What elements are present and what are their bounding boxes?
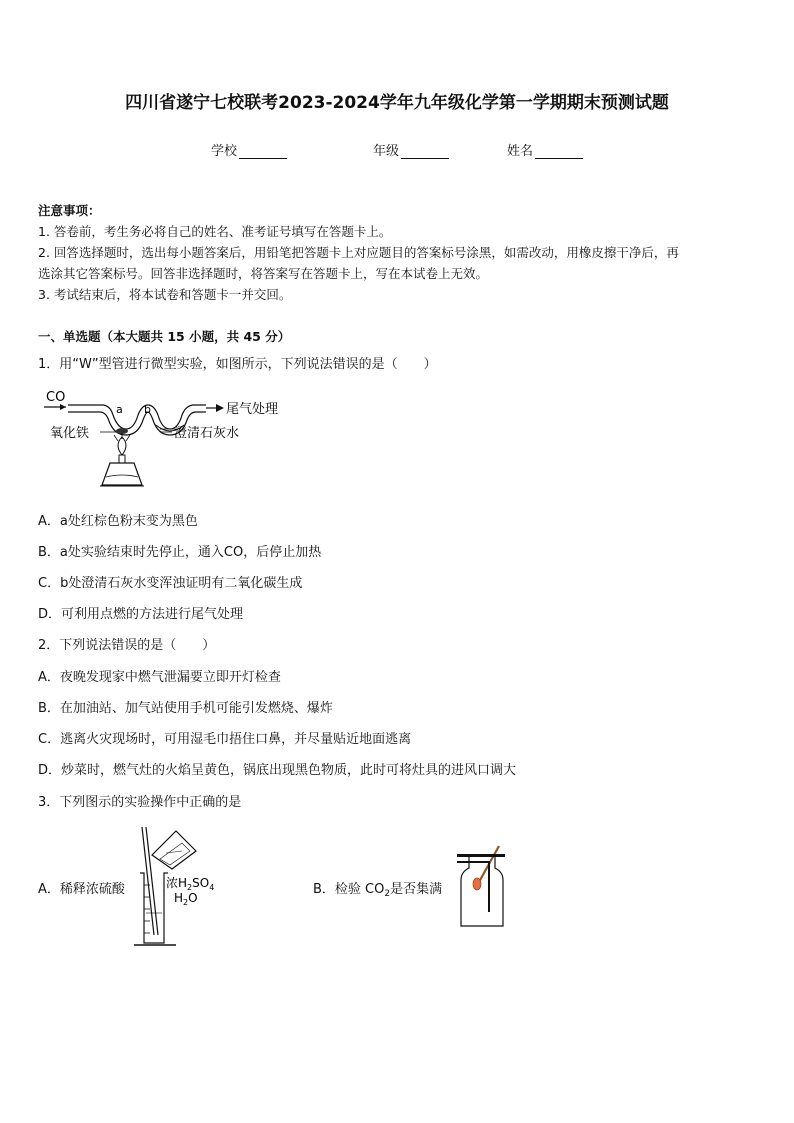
svg-text:H2O [174,891,198,907]
q1-option-a[interactable]: A．a处红棕色粉末变为黑色 [38,514,198,529]
question-3-stem: 3．下列图示的实验操作中正确的是 [38,795,242,810]
grade-field [373,140,449,159]
q3-option-b[interactable] [313,878,442,899]
water-label: H [174,891,184,905]
point-b-label: b [144,403,151,416]
acid-subscript: 2 [187,883,193,892]
q3-option-a-label: A．稀释浓硫酸 [38,882,125,897]
q1-option-c[interactable]: C．b处澄清石灰水变浑浊证明有二氧化碳生成 [38,576,303,591]
point-a-label: a [116,403,123,416]
water-label-tail: O [188,891,198,905]
gas-jar-figure [455,842,511,928]
water-subscript: 2 [183,898,189,907]
q2-option-c[interactable]: C．逃离火灾现场时，可用湿毛巾捂住口鼻，并尽量贴近地面逃离 [38,732,412,747]
name-label: 姓名 [507,144,534,159]
notice-heading: 注意事项： [38,203,101,218]
q1-option-d[interactable]: D．可利用点燃的方法进行尾气处理 [38,607,244,622]
acid-label-tail: SO [192,876,210,890]
co2-subscript: 2 [384,889,391,899]
school-label: 学校 [211,144,238,159]
q2-option-a[interactable]: A．夜晚发现家中燃气泄漏要立即开灯检查 [38,670,281,685]
flame-icon [473,878,481,890]
q2-option-d[interactable]: D．炒菜时，燃气灶的火焰呈黄色，锅底出现黑色物质，此时可将灶具的进风口调大 [38,763,517,778]
notice-item: 2. 回答选择题时，选出每小题答案后，用铅笔把答题卡上对应题目的答案标号涂黑，如需改动，用橡皮擦干净后，再 [38,245,679,260]
dilute-acid-figure [130,825,230,950]
section-heading: 一、单选题（本大题共 15 小题，共 45 分） [38,329,291,344]
co-label: CO [46,390,66,405]
q1-option-b[interactable]: B．a处实验结束时先停止，通入CO，后停止加热 [38,545,322,560]
acid-subscript: 4 [209,883,215,892]
q2-option-b[interactable]: B．在加油站、加气站使用手机可能引发燃烧、爆炸 [38,701,333,716]
w-tube-apparatus-figure [40,385,300,495]
q3-option-b-label: B．检验 CO [313,882,385,897]
grade-blank[interactable] [401,145,449,159]
school-field [211,140,287,159]
question-1-stem: 1．用“W”型管进行微型实验，如图所示，下列说法错误的是（ ） [38,357,437,372]
q3-option-a[interactable] [38,878,125,897]
school-blank[interactable] [239,145,287,159]
name-field [507,140,583,159]
svg-text:浓H2SO4 [166,876,214,892]
notice-item: 选涂其它答案标号。回答非选择题时，将答案写在答题卡上，写在本试卷上无效。 [38,266,489,281]
q3-option-b-label-tail: 是否集满 [390,882,443,897]
iron-oxide-label: 氧化铁 [50,426,90,441]
grade-label: 年级 [373,144,400,159]
tail-gas-label: 尾气处理 [226,402,279,417]
question-2-stem: 2．下列说法错误的是（ ） [38,638,216,653]
name-blank[interactable] [535,145,583,159]
notice-item: 1. 答卷前，考生务必将自己的姓名、准考证号填写在答题卡上。 [38,224,392,239]
limewater-label: 澄清石灰水 [174,426,240,441]
acid-label: 浓H [166,876,188,890]
notice-item: 3. 考试结束后，将本试卷和答题卡一并交回。 [38,287,292,302]
page-title: 四川省遂宁七校联考2023-2024学年九年级化学第一学期期末预测试题 [125,93,669,113]
